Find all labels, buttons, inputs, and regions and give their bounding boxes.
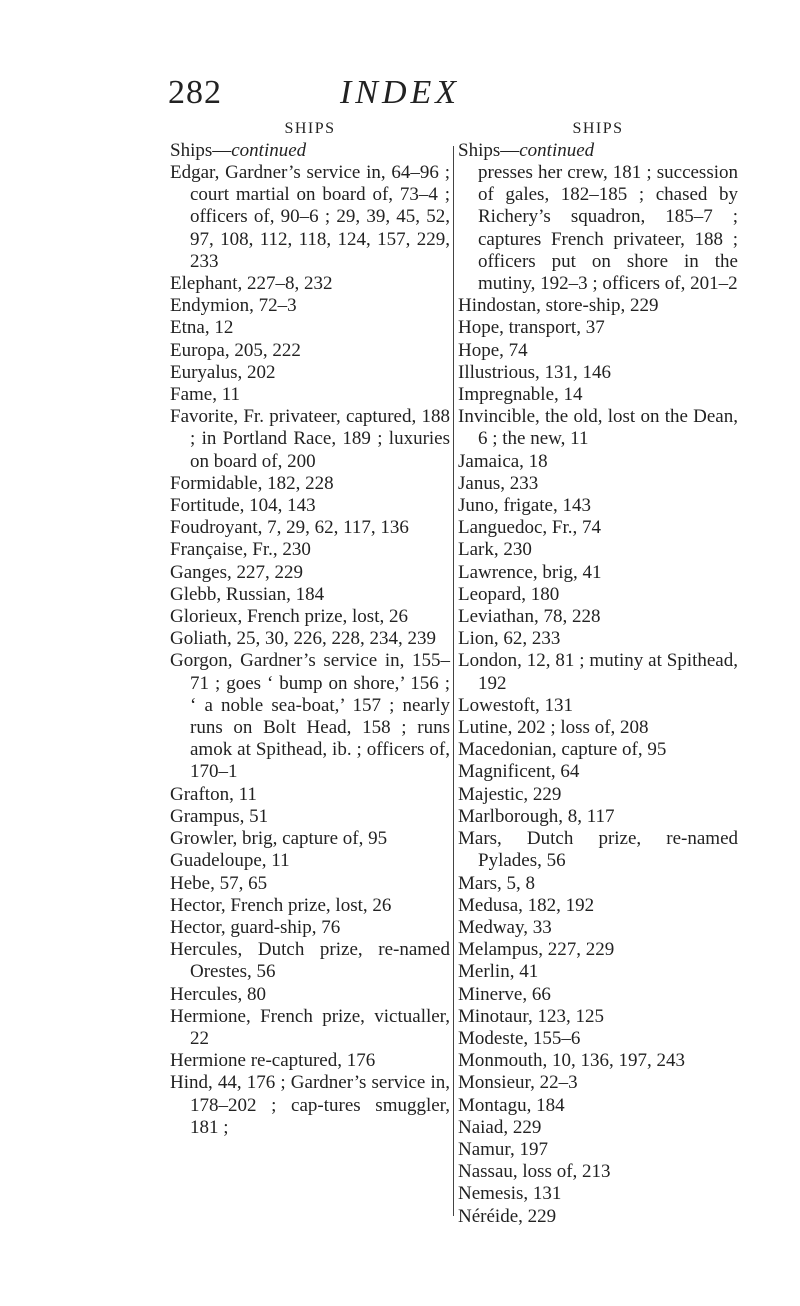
continued-italic: continued <box>231 140 307 161</box>
index-entry: Hope, transport, 37 <box>458 317 605 339</box>
continued-italic: continued <box>519 140 595 161</box>
index-entry: Montagu, 184 <box>458 1094 565 1116</box>
index-entry: Hercules, 80 <box>170 983 267 1005</box>
index-entry: Leviathan, 78, 228 <box>458 606 601 628</box>
index-entry: Glorieux, French prize, lost, 26 <box>170 606 408 628</box>
index-entry: Juno, frigate, 143 <box>458 495 591 517</box>
running-head-right: SHIPS <box>572 120 624 137</box>
index-entry: Monmouth, 10, 136, 197, 243 <box>458 1050 685 1072</box>
index-entry: Foudroyant, 7, 29, 62, 117, 136 <box>170 517 409 539</box>
page-title: INDEX <box>339 74 461 111</box>
left-column <box>170 118 450 1139</box>
index-entry: Etna, 12 <box>170 317 234 339</box>
index-entry: Endymion, 72–3 <box>170 295 297 317</box>
index-entry: Gorgon, Gardner’s service in, 155–71 ; goes ‘ bump on shore,’ 156 ; ‘ a noble sea-boat,’ 157 ; nearly runs on Bolt Head, 158 ; runs amok at Spithead, ib. ; officers of, 170–1 <box>170 650 450 783</box>
index-entry: Impregnable, 14 <box>458 384 583 406</box>
continued-main: Ships— <box>458 140 520 161</box>
index-entry: Invincible, the old, lost on the Dean, 6 ; the new, 11 <box>458 406 738 450</box>
index-entry: Magnificent, 64 <box>458 761 580 783</box>
index-entry: Medusa, 182, 192 <box>458 894 595 916</box>
index-entry: Namur, 197 <box>458 1138 548 1160</box>
index-entry: London, 12, 81 ; mutiny at Spithead, 192 <box>458 650 738 694</box>
page-header <box>0 74 800 124</box>
index-entry: Naiad, 229 <box>458 1116 542 1138</box>
index-entry: Medway, 33 <box>458 916 552 938</box>
index-entry: Néréide, 229 <box>458 1205 557 1227</box>
index-entry: Grampus, 51 <box>170 805 269 827</box>
index-entry: Monsieur, 22–3 <box>458 1072 578 1094</box>
column-divider <box>453 146 454 1216</box>
continued-label-left <box>170 140 450 162</box>
continued-label-right <box>458 140 738 162</box>
index-entry: Minotaur, 123, 125 <box>458 1005 604 1027</box>
index-entry: Guadeloupe, 11 <box>170 850 290 872</box>
index-entry: Lion, 62, 233 <box>458 628 561 650</box>
index-entry: Nassau, loss of, 213 <box>458 1161 611 1183</box>
index-entry: presses her crew, 181 ; succession of gales, 182–185 ; chased by Richery’s squadron, 185–7 ; captures French privateer, 188 ; officers put on shore in the mutiny, 192–3 ; officers of, 201–2 <box>478 162 738 295</box>
index-entry: Formidable, 182, 228 <box>170 472 334 494</box>
index-entry: Mars, Dutch prize, re-named Pylades, 56 <box>458 828 738 872</box>
index-entry: Lark, 230 <box>458 539 532 561</box>
index-entry: Mars, 5, 8 <box>458 872 536 894</box>
right-entries <box>458 162 738 1228</box>
index-entry: Europa, 205, 222 <box>170 339 301 361</box>
left-entries <box>170 162 450 1139</box>
index-entry: Minerve, 66 <box>458 983 551 1005</box>
index-entry: Favorite, Fr. privateer, captured, 188 ; in Portland Race, 189 ; luxuries on board of, 200 <box>170 406 450 472</box>
index-entry: Marlborough, 8, 117 <box>458 805 615 827</box>
index-entry: Euryalus, 202 <box>170 361 276 383</box>
index-entry: Languedoc, Fr., 74 <box>458 517 602 539</box>
index-entry: Edgar, Gardner’s service in, 64–96 ; court martial on board of, 73–4 ; officers of, 90–6 ; 29, 39, 45, 52, 97, 108, 112, 118, 124, 157, 229, 233 <box>170 162 450 272</box>
index-entry: Leopard, 180 <box>458 583 560 605</box>
continued-main: Ships— <box>170 140 232 161</box>
index-entry: Growler, brig, capture of, 95 <box>170 828 388 850</box>
index-entry: Goliath, 25, 30, 226, 228, 234, 239 <box>170 628 436 650</box>
index-entry: Melampus, 227, 229 <box>458 939 615 961</box>
index-entry: Majestic, 229 <box>458 783 562 805</box>
index-entry: Macedonian, capture of, 95 <box>458 739 667 761</box>
index-entry: Hermione re-captured, 176 <box>170 1050 376 1072</box>
index-entry: Hindostan, store-ship, 229 <box>458 295 659 317</box>
index-entry: Lowestoft, 131 <box>458 694 574 716</box>
index-entry: Hebe, 57, 65 <box>170 872 268 894</box>
index-entry: Hector, French prize, lost, 26 <box>170 894 392 916</box>
index-entry: Grafton, 11 <box>170 783 257 805</box>
index-entry: Ganges, 227, 229 <box>170 561 303 583</box>
index-entry: Glebb, Russian, 184 <box>170 583 325 605</box>
right-column <box>458 118 738 1228</box>
index-entry: Hector, guard-ship, 76 <box>170 916 341 938</box>
index-entry: Lawrence, brig, 41 <box>458 561 602 583</box>
index-entry: Merlin, 41 <box>458 961 539 983</box>
running-head-left: SHIPS <box>284 120 336 137</box>
index-entry: Hermione, French prize, victualler, 22 <box>170 1005 450 1049</box>
index-entry: Janus, 233 <box>458 472 539 494</box>
page-number: 282 <box>168 74 222 111</box>
index-entry: Modeste, 155–6 <box>458 1027 581 1049</box>
index-entry: Fame, 11 <box>170 384 241 406</box>
index-entry: Elephant, 227–8, 232 <box>170 273 333 295</box>
index-entry: Hind, 44, 176 ; Gardner’s service in, 178–202 ; cap-tures smuggler, 181 ; <box>170 1072 450 1138</box>
index-entry: Jamaica, 18 <box>458 450 548 472</box>
index-entry: Française, Fr., 230 <box>170 539 311 561</box>
index-entry: Hope, 74 <box>458 339 528 361</box>
index-entry: Illustrious, 131, 146 <box>458 361 612 383</box>
index-entry: Hercules, Dutch prize, re-named Orestes, 56 <box>170 939 450 983</box>
index-entry: Nemesis, 131 <box>458 1183 562 1205</box>
index-entry: Lutine, 202 ; loss of, 208 <box>458 717 649 739</box>
index-entry: Fortitude, 104, 143 <box>170 495 316 517</box>
